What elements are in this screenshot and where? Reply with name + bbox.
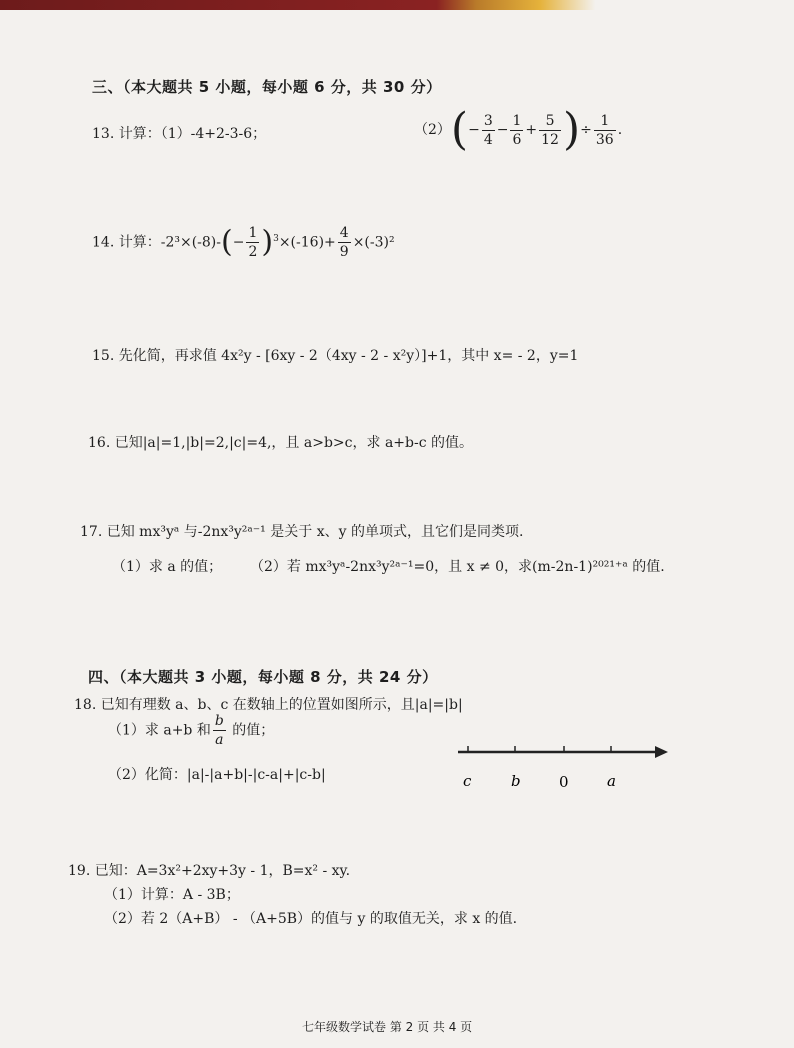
q13-frac4: $\frac{1}{36}$ xyxy=(595,112,614,148)
q13-part2: （2）(− $\frac{3}{4}$ − $\frac{1}{6}$ + $\frac{5}{12}$ )÷ $\frac{1}{36}$ . xyxy=(414,104,623,155)
q15-line: 15. 先化简，再求值 4x²y - [6xy - 2（4xy - 2 - x²y）]+1，其中 x= - 2，y=1 xyxy=(92,348,579,364)
exam-page xyxy=(0,10,794,1048)
q16-line: 16. 已知|a|=1,|b|=2,|c|=4,，且 a>b>c，求 a+b-c 的值。 xyxy=(88,435,473,451)
q17-line1: 17. 已知 mx³yᵃ 与-2nx³y²ᵃ⁻¹ 是关于 x、y 的单项式，且它们是同类项. xyxy=(80,524,524,540)
q18-line1: 18. 已知有理数 a、b、c 在数轴上的位置如图所示，且|a|=|b| xyxy=(74,697,463,713)
q14-mid: ×(-16)+ xyxy=(278,234,336,251)
q14-tail: ×(-3)² xyxy=(352,234,395,251)
q17-part1: （1）求 a 的值； xyxy=(112,559,223,575)
q19-line1: 19. 已知：A=3x²+2xy+3y - 1，B=x² - xy. xyxy=(68,863,351,879)
label-b: b xyxy=(511,772,521,790)
q13-part1: 13. 计算：（1）-4+2-3-6； xyxy=(92,126,267,142)
q13-part2-label: （2） xyxy=(414,122,451,138)
label-zero: 0 xyxy=(559,773,569,791)
q14-frac2: $\frac{4}{9}$ xyxy=(339,225,349,260)
q14-frac1: $\frac{1}{2}$ xyxy=(248,225,258,260)
top-color-band xyxy=(0,0,794,10)
section-3-title: 三、（本大题共 5 小题，每小题 6 分，共 30 分） xyxy=(92,78,442,96)
label-a: a xyxy=(607,772,616,790)
section-4-title: 四、（本大题共 3 小题，每小题 8 分，共 24 分） xyxy=(88,668,438,686)
number-line-arrow-icon xyxy=(655,746,668,758)
q14-prefix: 14. 计算：-2³×(-8)- xyxy=(92,234,221,251)
q13-frac3: $\frac{5}{12}$ xyxy=(541,112,559,148)
q14-line: 14. 计算：-2³×(-8)-(− $\frac{1}{2}$ )$^3$×(-16)+ $\frac{4}{9}$ ×(-3)² xyxy=(92,224,395,260)
q19-part1: （1）计算：A - 3B； xyxy=(104,887,240,903)
page-footer: 七年级数学试卷 第 2 页 共 4 页 xyxy=(302,1020,473,1034)
q18-part1: （1）求 a+b 和 $\frac{b}{a}$ 的值； xyxy=(108,713,275,748)
q13-frac1: $\frac{3}{4}$ xyxy=(483,112,493,148)
q13-frac2: $\frac{1}{6}$ xyxy=(512,112,522,148)
q19-part2: （2）若 2（A+B） - （A+5B）的值与 y 的取值无关，求 x 的值. xyxy=(104,911,518,927)
number-line-figure xyxy=(450,732,680,802)
q17-part2: （2）若 mx³yᵃ-2nx³y²ᵃ⁻¹=0，且 x ≠ 0，求(m-2n-1)²⁰²¹⁺ᵃ 的值. xyxy=(250,559,665,575)
q18-part2: （2）化简：|a|-|a+b|-|c-a|+|c-b| xyxy=(108,767,326,783)
q18-frac: $\frac{b}{a}$ xyxy=(214,713,224,748)
label-c: c xyxy=(463,772,472,790)
